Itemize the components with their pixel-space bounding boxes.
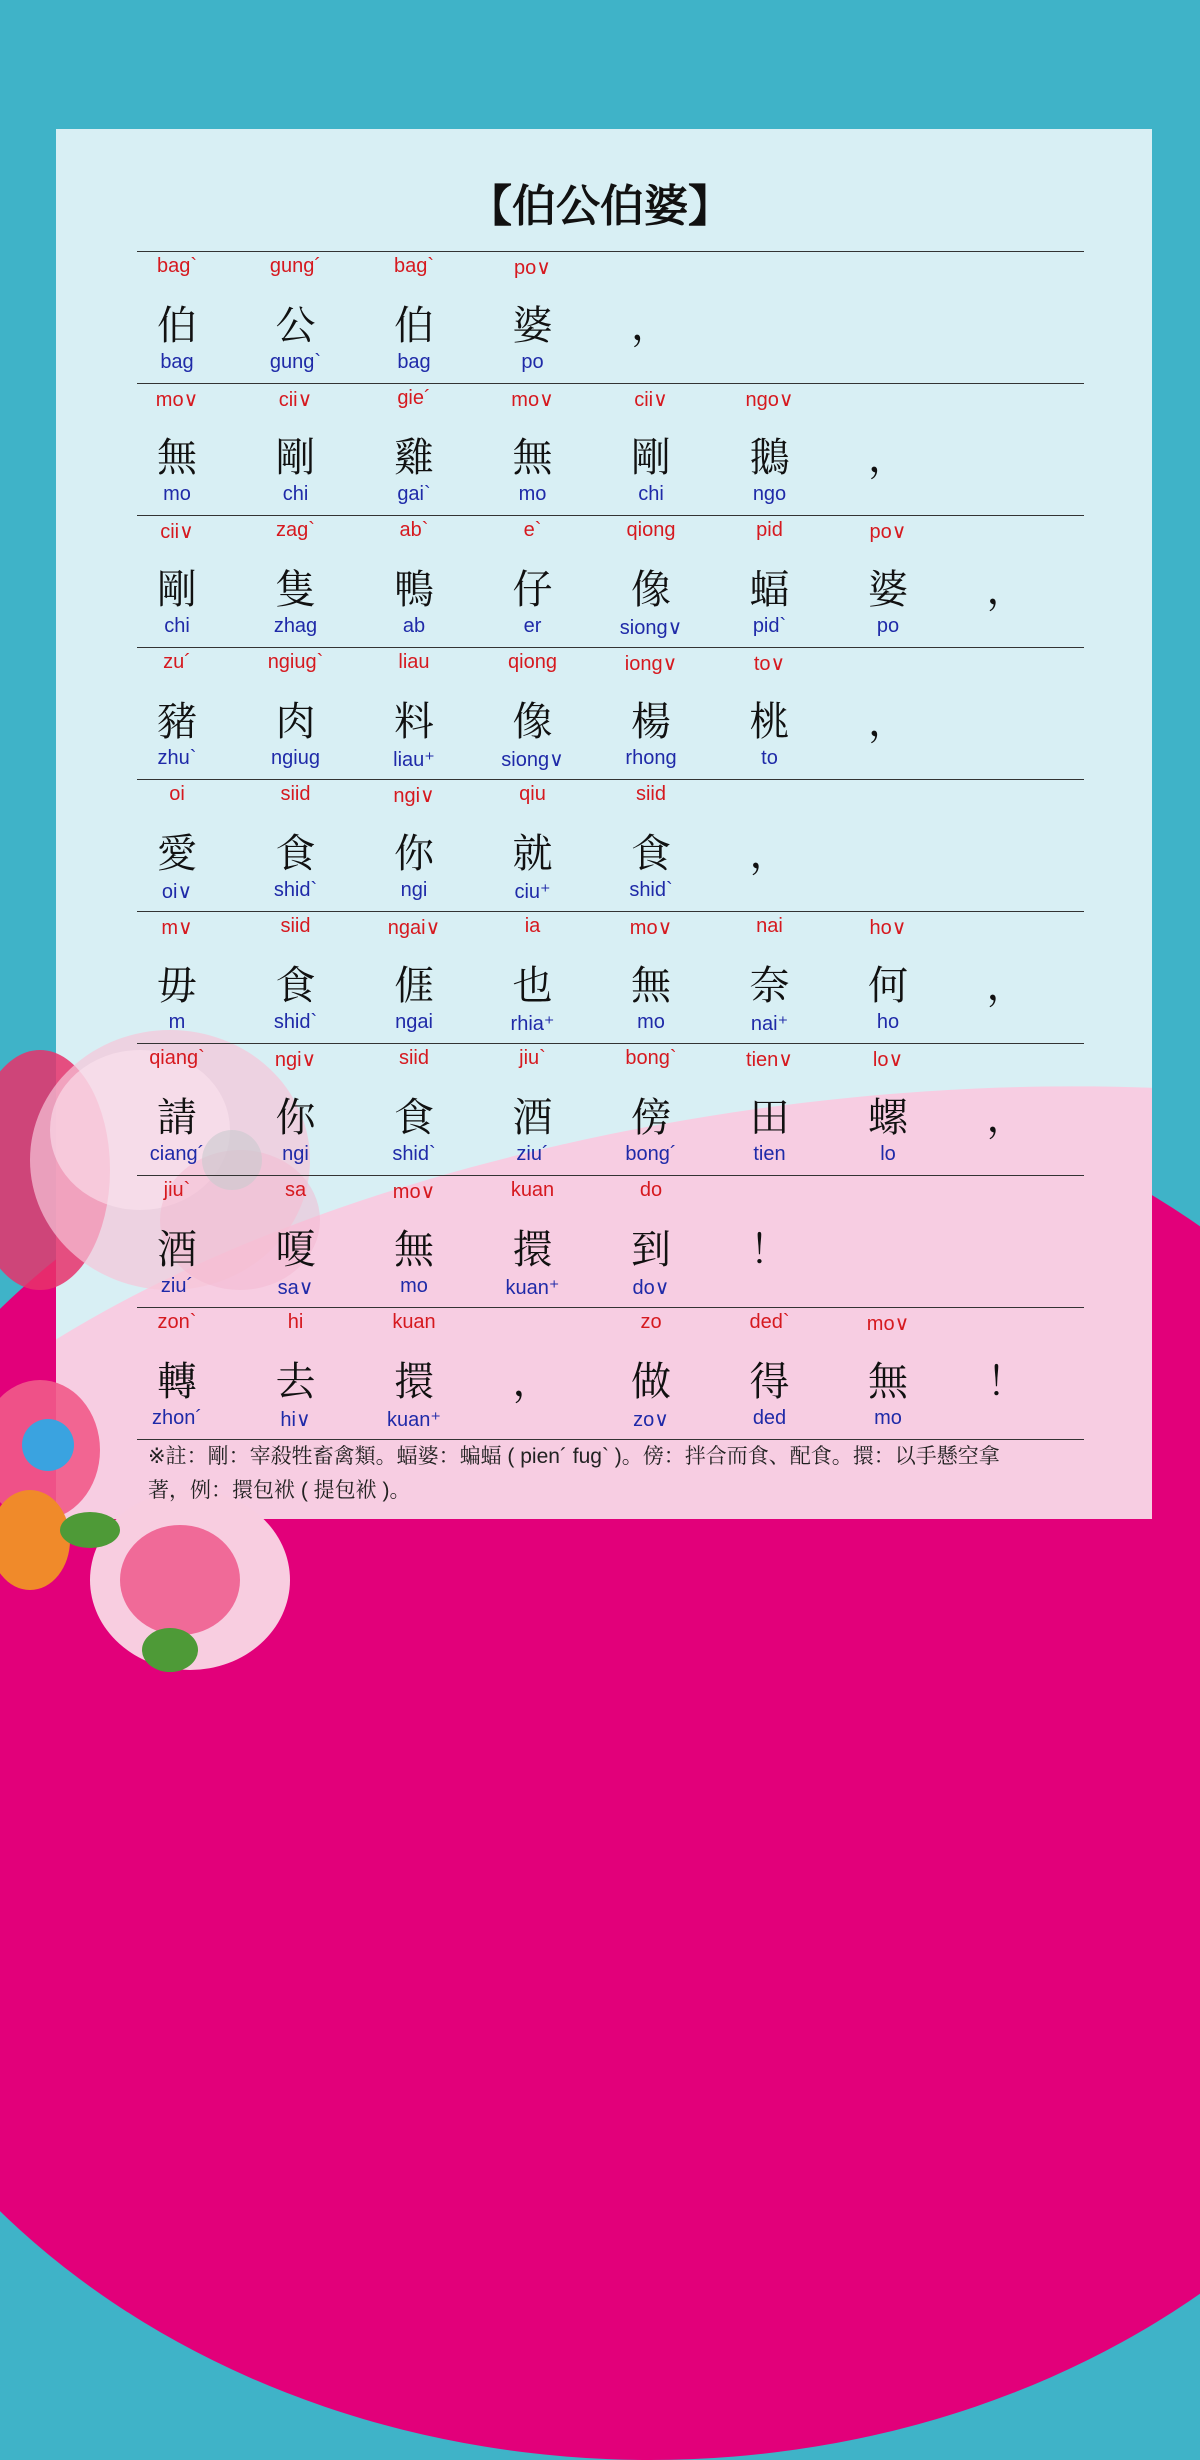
hanzi-char: 料: [394, 699, 434, 745]
verse-row: [137, 779, 1084, 911]
char-cell: [241, 252, 351, 383]
hanzi-char: 桃: [749, 699, 790, 745]
hanzi-char: 擐: [512, 1227, 553, 1273]
pinyin-top: qiu: [519, 783, 546, 805]
pinyin-top: mo∨: [155, 389, 199, 411]
char-cell: [596, 648, 706, 779]
hanzi-char: 田: [749, 1095, 790, 1141]
punctuation: ，: [986, 567, 1027, 613]
char-cell: [478, 1176, 588, 1307]
hanzi-char: 請: [157, 1095, 197, 1141]
pinyin-bottom: ziu´: [516, 1143, 549, 1165]
punctuation: ，: [868, 699, 908, 745]
hanzi-char: 你: [394, 831, 434, 877]
hanzi-char: 酒: [157, 1227, 197, 1273]
pinyin-top: mo∨: [629, 917, 673, 939]
hanzi-char: 像: [512, 699, 553, 745]
pinyin-bottom: bong´: [625, 1143, 677, 1165]
pinyin-top: tien∨: [746, 1049, 793, 1071]
pinyin-bottom: ho: [876, 1011, 900, 1033]
pinyin-bottom: er: [523, 615, 542, 637]
pinyin-bottom: po: [521, 351, 544, 373]
pinyin-top: jiu`: [163, 1179, 191, 1201]
char-cell: [241, 648, 351, 779]
verse-row: [137, 251, 1084, 383]
pinyin-bottom: zhag: [273, 615, 318, 637]
pinyin-bottom: ciang´: [149, 1143, 205, 1165]
pinyin-bottom: shid`: [629, 879, 673, 901]
pinyin-bottom: chi: [638, 483, 664, 505]
pinyin-top: po∨: [514, 257, 551, 279]
pinyin-top: lo∨: [872, 1049, 904, 1071]
pinyin-bottom: mo: [163, 483, 191, 505]
hanzi-char: 毋: [157, 963, 197, 1009]
pinyin-top: zo: [640, 1311, 662, 1333]
hanzi-char: 食: [275, 831, 316, 877]
pinyin-top: qiang`: [149, 1047, 205, 1069]
char-cell: [715, 1308, 825, 1439]
pinyin-top: ded`: [749, 1311, 790, 1333]
pinyin-top: ngo∨: [745, 389, 794, 411]
hanzi-char: 何: [868, 963, 908, 1009]
hanzi-char: 無: [394, 1227, 434, 1273]
punctuation: ，: [868, 435, 908, 481]
pinyin-bottom: m: [168, 1011, 186, 1033]
char-cell: [596, 780, 706, 911]
pinyin-bottom: ngiug: [271, 747, 320, 769]
char-cell: [241, 516, 351, 647]
footnote: [148, 1440, 1088, 1508]
hanzi-char: 也: [512, 963, 553, 1009]
hanzi-char: 鴨: [394, 567, 434, 613]
verse-row: [137, 383, 1084, 515]
char-cell: [241, 912, 351, 1043]
pinyin-top: kuan: [392, 1311, 436, 1333]
char-cell: [833, 912, 943, 1043]
char-cell: [596, 1176, 706, 1307]
char-cell: [833, 1044, 943, 1175]
pinyin-top: zag`: [276, 519, 315, 541]
char-cell: [241, 1176, 351, 1307]
char-cell: [833, 516, 943, 647]
hanzi-char: 肉: [275, 699, 316, 745]
hanzi-char: 豬: [157, 699, 197, 745]
verse-row: [137, 1307, 1084, 1440]
pinyin-top: ab`: [399, 519, 429, 541]
hanzi-char: 螺: [868, 1095, 908, 1141]
pinyin-top: qiong: [626, 519, 676, 541]
hanzi-char: 蝠: [749, 567, 790, 613]
pinyin-bottom: liau⁺: [393, 749, 435, 771]
hanzi-char: 剛: [157, 567, 197, 613]
pinyin-top: gung´: [269, 255, 322, 277]
char-cell: [478, 780, 588, 911]
verse-row: [137, 647, 1084, 779]
char-cell: [359, 1308, 469, 1439]
pinyin-bottom: ngai: [395, 1011, 433, 1033]
char-cell: [122, 648, 232, 779]
char-cell: [359, 912, 469, 1043]
footnote-line-2: 著，例：擐包袱 ( 提包袱 )。: [148, 1479, 411, 1502]
pinyin-top: jiu`: [519, 1047, 546, 1069]
hanzi-char: 𠊎: [394, 963, 434, 1009]
pinyin-top: qiong: [508, 651, 557, 673]
pinyin-top: do: [639, 1179, 663, 1201]
char-cell: [478, 1308, 588, 1439]
hanzi-char: 嗄: [275, 1227, 316, 1273]
char-cell: [596, 384, 706, 515]
pinyin-bottom: po: [876, 615, 900, 637]
pinyin-top: mo∨: [866, 1313, 910, 1335]
punctuation: ，: [986, 963, 1027, 1009]
pinyin-top: ngiug`: [267, 651, 324, 673]
pinyin-bottom: kuan⁺: [505, 1277, 560, 1299]
pinyin-top: oi: [169, 783, 185, 805]
char-cell: [715, 912, 825, 1043]
pinyin-top: ho∨: [869, 917, 907, 939]
pinyin-bottom: lo: [880, 1143, 896, 1165]
char-cell: [241, 384, 351, 515]
pinyin-top: zon`: [157, 1311, 197, 1333]
char-cell: [478, 1044, 588, 1175]
pinyin-top: siid: [398, 1047, 429, 1069]
pinyin-top: siid: [635, 783, 666, 805]
pinyin-bottom: gung`: [269, 351, 322, 373]
pinyin-top: cii∨: [160, 521, 194, 543]
char-cell: [359, 384, 469, 515]
punctuation: ！: [749, 1227, 790, 1273]
punctuation: ，: [986, 1095, 1027, 1141]
pinyin-bottom: do∨: [632, 1277, 670, 1299]
char-cell: [241, 1308, 351, 1439]
pinyin-bottom: ziu´: [160, 1275, 194, 1297]
char-cell: [715, 384, 825, 515]
pinyin-top: kuan: [510, 1179, 555, 1201]
punctuation: ！: [986, 1359, 1027, 1405]
char-cell: [715, 1044, 825, 1175]
pinyin-bottom: mo: [874, 1407, 902, 1429]
pinyin-bottom: bag: [160, 351, 194, 373]
hanzi-char: 到: [631, 1227, 671, 1273]
char-cell: [122, 1176, 232, 1307]
pinyin-top: e`: [523, 519, 542, 541]
hanzi-char: 轉: [157, 1359, 197, 1405]
char-cell: [359, 1176, 469, 1307]
hanzi-char: 食: [275, 963, 316, 1009]
char-cell: [833, 1308, 943, 1439]
pinyin-top: bong`: [625, 1047, 677, 1069]
hanzi-char: 就: [512, 831, 553, 877]
pinyin-bottom: pid`: [752, 615, 787, 637]
pinyin-top: m∨: [161, 917, 193, 939]
pinyin-bottom: ciu⁺: [514, 881, 551, 903]
pinyin-top: pid: [756, 519, 783, 541]
pinyin-bottom: rhia⁺: [510, 1013, 555, 1035]
pinyin-top: to∨: [753, 653, 786, 675]
pinyin-top: zu´: [163, 651, 191, 673]
hanzi-char: 婆: [868, 567, 908, 613]
char-cell: [359, 516, 469, 647]
pinyin-top: siid: [280, 915, 311, 937]
pinyin-bottom: chi: [282, 483, 309, 505]
verse-row: [137, 1175, 1084, 1307]
char-cell: [122, 516, 232, 647]
hanzi-char: 無: [868, 1359, 908, 1405]
hanzi-char: 鵝: [749, 435, 790, 481]
char-cell: [122, 1308, 232, 1439]
pinyin-bottom: shid`: [273, 1011, 318, 1033]
verse-row: [137, 515, 1084, 647]
verse-row: [137, 1043, 1084, 1175]
pinyin-bottom: kuan⁺: [387, 1409, 441, 1431]
pinyin-bottom: tien: [753, 1143, 786, 1165]
pinyin-top: gie´: [397, 387, 431, 409]
char-cell: [359, 1044, 469, 1175]
char-cell: [478, 384, 588, 515]
pinyin-bottom: shid`: [392, 1143, 436, 1165]
hanzi-char: 伯: [394, 303, 434, 349]
hanzi-char: 楊: [631, 699, 671, 745]
pinyin-bottom: ded: [752, 1407, 787, 1429]
pinyin-bottom: bag: [397, 351, 431, 373]
pinyin-top: ngi∨: [274, 1049, 317, 1071]
footnote-line-1: ※註：剛：宰殺牲畜禽類。蝠婆：蝙蝠 ( pien´ fug` )。傍：拌合而食、配食。擐：以手懸空拿: [148, 1445, 1000, 1468]
hanzi-char: 剛: [631, 435, 671, 481]
pinyin-top: ngai∨: [387, 917, 441, 939]
page-title: 【伯公伯婆】: [468, 181, 732, 232]
pinyin-top: bag`: [393, 255, 435, 277]
hanzi-char: 隻: [275, 567, 316, 613]
pinyin-top: siid: [280, 783, 311, 805]
hanzi-char: 傍: [631, 1095, 671, 1141]
pinyin-bottom: mo: [637, 1011, 665, 1033]
verse-row: [137, 911, 1084, 1043]
char-cell: [122, 1044, 232, 1175]
char-cell: [596, 912, 706, 1043]
pinyin-bottom: to: [761, 747, 778, 769]
pinyin-bottom: gai`: [397, 483, 431, 505]
char-cell: [596, 516, 706, 647]
pinyin-bottom: shid`: [273, 879, 318, 901]
pinyin-bottom: nai⁺: [750, 1013, 789, 1035]
char-cell: [715, 648, 825, 779]
hanzi-char: 剛: [275, 435, 316, 481]
char-cell: [359, 780, 469, 911]
verse-table: [137, 251, 1084, 1440]
char-cell: [478, 912, 588, 1043]
pinyin-top: sa: [284, 1179, 307, 1201]
char-cell: [478, 516, 588, 647]
pinyin-bottom: rhong: [625, 747, 677, 769]
pinyin-top: mo∨: [392, 1181, 436, 1203]
hanzi-char: 公: [275, 303, 316, 349]
pinyin-bottom: zhu`: [157, 747, 197, 769]
pinyin-bottom: ngi: [282, 1143, 309, 1165]
char-cell: [241, 780, 351, 911]
pinyin-bottom: mo: [518, 483, 547, 505]
hanzi-char: 愛: [157, 831, 197, 877]
pinyin-top: ia: [524, 915, 541, 937]
punctuation: ，: [749, 831, 790, 877]
pinyin-top: cii∨: [634, 389, 668, 411]
pinyin-bottom: ngo: [752, 483, 787, 505]
hanzi-char: ，: [512, 1359, 553, 1405]
hanzi-char: 伯: [157, 303, 197, 349]
pinyin-bottom: ngi: [400, 879, 428, 901]
pinyin-bottom: siong∨: [501, 749, 564, 771]
hanzi-char: 擐: [394, 1359, 434, 1405]
pinyin-bottom: oi∨: [161, 881, 193, 903]
char-cell: [122, 252, 232, 383]
char-cell: [596, 1044, 706, 1175]
hanzi-char: 無: [157, 435, 197, 481]
pinyin-bottom: hi∨: [280, 1409, 311, 1431]
char-cell: [122, 780, 232, 911]
hanzi-char: 婆: [512, 303, 553, 349]
char-cell: [478, 648, 588, 779]
pinyin-top: ngi∨: [393, 785, 435, 807]
char-cell: [122, 912, 232, 1043]
hanzi-char: 食: [394, 1095, 434, 1141]
pinyin-top: po∨: [869, 521, 907, 543]
char-cell: [715, 516, 825, 647]
hanzi-char: 得: [749, 1359, 790, 1405]
hanzi-char: 奈: [749, 963, 790, 1009]
pinyin-top: iong∨: [624, 653, 678, 675]
pinyin-bottom: zo∨: [633, 1409, 669, 1431]
char-cell: [241, 1044, 351, 1175]
hanzi-char: 仔: [512, 567, 553, 613]
char-cell: [122, 384, 232, 515]
hanzi-char: 酒: [512, 1095, 553, 1141]
hanzi-char: 無: [631, 963, 671, 1009]
pinyin-bottom: ab: [402, 615, 426, 637]
pinyin-bottom: siong∨: [619, 617, 683, 639]
char-cell: [359, 252, 469, 383]
hanzi-char: 無: [512, 435, 553, 481]
pinyin-top: bag`: [156, 255, 198, 277]
hanzi-char: 做: [631, 1359, 671, 1405]
hanzi-char: 食: [631, 831, 671, 877]
pinyin-bottom: mo: [400, 1275, 428, 1297]
hanzi-char: 你: [275, 1095, 316, 1141]
pinyin-bottom: sa∨: [277, 1277, 314, 1299]
char-cell: [359, 648, 469, 779]
hanzi-char: 雞: [394, 435, 434, 481]
pinyin-top: hi: [287, 1311, 304, 1333]
punctuation: ，: [631, 303, 671, 349]
pinyin-bottom: zhon´: [151, 1407, 203, 1429]
pinyin-top: mo∨: [511, 389, 554, 411]
pinyin-top: liau: [398, 651, 430, 673]
pinyin-top: cii∨: [278, 389, 313, 411]
char-cell: [478, 252, 588, 383]
pinyin-top: nai: [756, 915, 783, 937]
char-cell: [596, 1308, 706, 1439]
pinyin-bottom: chi: [164, 615, 190, 637]
hanzi-char: 去: [275, 1359, 316, 1405]
hanzi-char: 像: [631, 567, 671, 613]
